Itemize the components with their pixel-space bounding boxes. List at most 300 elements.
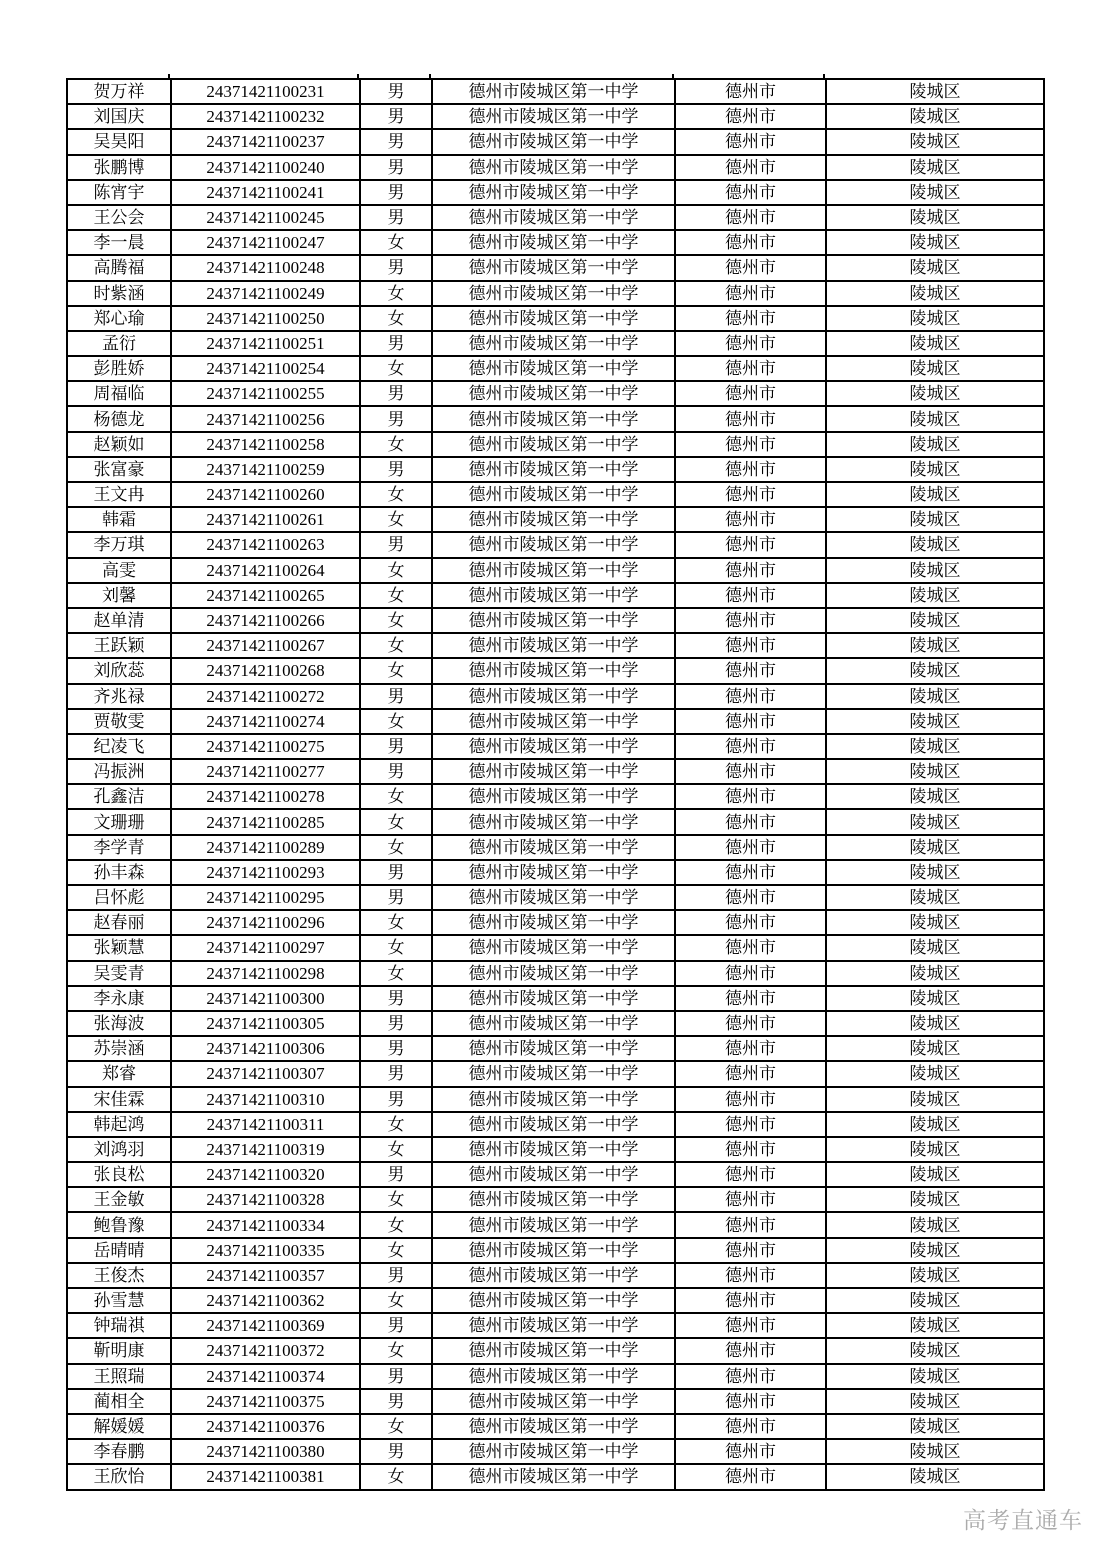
cell-district: 陵城区 <box>826 532 1044 557</box>
cell-city: 德州市 <box>675 910 826 935</box>
cell-name: 贾敬雯 <box>67 709 171 734</box>
cell-district: 陵城区 <box>826 1414 1044 1439</box>
cell-city: 德州市 <box>675 381 826 406</box>
cell-school: 德州市陵城区第一中学 <box>432 784 675 809</box>
cell-exam-id: 24371421100247 <box>171 230 360 255</box>
cell-district: 陵城区 <box>826 1137 1044 1162</box>
cell-gender: 女 <box>360 1414 432 1439</box>
cell-name: 王照瑞 <box>67 1364 171 1389</box>
cell-school: 德州市陵城区第一中学 <box>432 910 675 935</box>
cell-name: 高雯 <box>67 558 171 583</box>
cell-exam-id: 24371421100249 <box>171 281 360 306</box>
cell-gender: 男 <box>360 684 432 709</box>
cell-exam-id: 24371421100266 <box>171 608 360 633</box>
cell-name: 孙雪慧 <box>67 1288 171 1313</box>
cell-name: 岳晴晴 <box>67 1238 171 1263</box>
table-row <box>67 331 1044 356</box>
cell-district: 陵城区 <box>826 129 1044 154</box>
cell-city: 德州市 <box>675 961 826 986</box>
cell-school: 德州市陵城区第一中学 <box>432 709 675 734</box>
cell-city: 德州市 <box>675 986 826 1011</box>
cell-gender: 女 <box>360 633 432 658</box>
cell-exam-id: 24371421100245 <box>171 205 360 230</box>
cell-exam-id: 24371421100376 <box>171 1414 360 1439</box>
cell-district: 陵城区 <box>826 1338 1044 1363</box>
cell-district: 陵城区 <box>826 1087 1044 1112</box>
cell-city: 德州市 <box>675 482 826 507</box>
cell-city: 德州市 <box>675 356 826 381</box>
cell-city: 德州市 <box>675 558 826 583</box>
table-row <box>67 1212 1044 1237</box>
table-row <box>67 1011 1044 1036</box>
cell-city: 德州市 <box>675 885 826 910</box>
cell-district: 陵城区 <box>826 583 1044 608</box>
cell-school: 德州市陵城区第一中学 <box>432 281 675 306</box>
cell-city: 德州市 <box>675 1364 826 1389</box>
cell-name: 陈宵宇 <box>67 180 171 205</box>
table-row <box>67 809 1044 834</box>
table-row <box>67 1313 1044 1338</box>
cell-city: 德州市 <box>675 1011 826 1036</box>
cell-exam-id: 24371421100311 <box>171 1112 360 1137</box>
cell-exam-id: 24371421100372 <box>171 1338 360 1363</box>
cell-exam-id: 24371421100328 <box>171 1187 360 1212</box>
cell-gender: 男 <box>360 759 432 784</box>
cell-gender: 女 <box>360 230 432 255</box>
cell-name: 文珊珊 <box>67 809 171 834</box>
cell-gender: 男 <box>360 406 432 431</box>
cell-gender: 男 <box>360 1087 432 1112</box>
cell-district: 陵城区 <box>826 809 1044 834</box>
table-row <box>67 684 1044 709</box>
cell-gender: 男 <box>360 104 432 129</box>
cell-gender: 男 <box>360 457 432 482</box>
table-row <box>67 734 1044 759</box>
table-row <box>67 1263 1044 1288</box>
cell-city: 德州市 <box>675 633 826 658</box>
cell-city: 德州市 <box>675 306 826 331</box>
cell-exam-id: 24371421100265 <box>171 583 360 608</box>
cell-name: 靳明康 <box>67 1338 171 1363</box>
cell-gender: 女 <box>360 432 432 457</box>
table-body <box>67 79 1044 1490</box>
cell-gender: 男 <box>360 532 432 557</box>
table-row <box>67 860 1044 885</box>
cell-gender: 女 <box>360 583 432 608</box>
cell-city: 德州市 <box>675 1112 826 1137</box>
cell-district: 陵城区 <box>826 1389 1044 1414</box>
table-row <box>67 1414 1044 1439</box>
cell-district: 陵城区 <box>826 658 1044 683</box>
cell-district: 陵城区 <box>826 406 1044 431</box>
cell-gender: 男 <box>360 1439 432 1464</box>
cell-name: 张鹏博 <box>67 155 171 180</box>
cell-exam-id: 24371421100381 <box>171 1464 360 1489</box>
cell-name: 王俊杰 <box>67 1263 171 1288</box>
cell-district: 陵城区 <box>826 205 1044 230</box>
cell-city: 德州市 <box>675 658 826 683</box>
cell-district: 陵城区 <box>826 986 1044 1011</box>
cell-district: 陵城区 <box>826 1061 1044 1086</box>
cell-name: 纪凌飞 <box>67 734 171 759</box>
cell-exam-id: 24371421100264 <box>171 558 360 583</box>
cell-name: 钟瑞祺 <box>67 1313 171 1338</box>
cell-district: 陵城区 <box>826 885 1044 910</box>
cell-city: 德州市 <box>675 1288 826 1313</box>
cell-exam-id: 24371421100237 <box>171 129 360 154</box>
table-row <box>67 1187 1044 1212</box>
cell-district: 陵城区 <box>826 331 1044 356</box>
cell-gender: 女 <box>360 1137 432 1162</box>
cell-school: 德州市陵城区第一中学 <box>432 1061 675 1086</box>
cell-exam-id: 24371421100334 <box>171 1212 360 1237</box>
cell-city: 德州市 <box>675 205 826 230</box>
cell-city: 德州市 <box>675 1162 826 1187</box>
cell-school: 德州市陵城区第一中学 <box>432 1087 675 1112</box>
table-row <box>67 1364 1044 1389</box>
cell-name: 郑心瑜 <box>67 306 171 331</box>
cell-name: 孟衍 <box>67 331 171 356</box>
cell-city: 德州市 <box>675 784 826 809</box>
cell-school: 德州市陵城区第一中学 <box>432 104 675 129</box>
cell-city: 德州市 <box>675 1187 826 1212</box>
table-row <box>67 1338 1044 1363</box>
cell-gender: 男 <box>360 1389 432 1414</box>
table-row <box>67 1389 1044 1414</box>
cell-district: 陵城区 <box>826 961 1044 986</box>
cell-school: 德州市陵城区第一中学 <box>432 885 675 910</box>
cell-gender: 女 <box>360 1112 432 1137</box>
cell-city: 德州市 <box>675 583 826 608</box>
cell-name: 周福临 <box>67 381 171 406</box>
cell-district: 陵城区 <box>826 79 1044 104</box>
cell-city: 德州市 <box>675 331 826 356</box>
cell-name: 冯振洲 <box>67 759 171 784</box>
cell-exam-id: 24371421100285 <box>171 809 360 834</box>
cell-school: 德州市陵城区第一中学 <box>432 835 675 860</box>
cell-district: 陵城区 <box>826 709 1044 734</box>
cell-district: 陵城区 <box>826 1313 1044 1338</box>
cell-district: 陵城区 <box>826 1112 1044 1137</box>
cell-exam-id: 24371421100268 <box>171 658 360 683</box>
table-row <box>67 935 1044 960</box>
cell-gender: 男 <box>360 381 432 406</box>
cell-exam-id: 24371421100255 <box>171 381 360 406</box>
table-row <box>67 457 1044 482</box>
cell-city: 德州市 <box>675 1061 826 1086</box>
cell-school: 德州市陵城区第一中学 <box>432 532 675 557</box>
cell-school: 德州市陵城区第一中学 <box>432 684 675 709</box>
table-row <box>67 230 1044 255</box>
cell-gender: 女 <box>360 935 432 960</box>
table-row <box>67 1162 1044 1187</box>
cell-district: 陵城区 <box>826 1238 1044 1263</box>
student-roster-table <box>66 78 1045 1491</box>
cell-exam-id: 24371421100259 <box>171 457 360 482</box>
cell-exam-id: 24371421100306 <box>171 1036 360 1061</box>
cell-exam-id: 24371421100251 <box>171 331 360 356</box>
cell-exam-id: 24371421100275 <box>171 734 360 759</box>
cell-city: 德州市 <box>675 1212 826 1237</box>
cell-gender: 男 <box>360 1061 432 1086</box>
cell-exam-id: 24371421100231 <box>171 79 360 104</box>
cell-exam-id: 24371421100357 <box>171 1263 360 1288</box>
cell-name: 张良松 <box>67 1162 171 1187</box>
cell-name: 张颖慧 <box>67 935 171 960</box>
cell-gender: 男 <box>360 129 432 154</box>
cell-school: 德州市陵城区第一中学 <box>432 482 675 507</box>
cell-school: 德州市陵城区第一中学 <box>432 1364 675 1389</box>
cell-school: 德州市陵城区第一中学 <box>432 306 675 331</box>
cell-gender: 女 <box>360 1212 432 1237</box>
cell-gender: 女 <box>360 961 432 986</box>
cell-exam-id: 24371421100260 <box>171 482 360 507</box>
cell-gender: 男 <box>360 1364 432 1389</box>
cell-name: 赵颖如 <box>67 432 171 457</box>
cell-name: 孙丰森 <box>67 860 171 885</box>
table-row <box>67 180 1044 205</box>
cell-school: 德州市陵城区第一中学 <box>432 1011 675 1036</box>
cell-district: 陵城区 <box>826 507 1044 532</box>
cell-district: 陵城区 <box>826 281 1044 306</box>
cell-name: 王金敏 <box>67 1187 171 1212</box>
cell-exam-id: 24371421100241 <box>171 180 360 205</box>
table-row <box>67 356 1044 381</box>
cell-gender: 女 <box>360 482 432 507</box>
table-row <box>67 1112 1044 1137</box>
cell-district: 陵城区 <box>826 1162 1044 1187</box>
cell-city: 德州市 <box>675 104 826 129</box>
cell-district: 陵城区 <box>826 910 1044 935</box>
cell-school: 德州市陵城区第一中学 <box>432 1162 675 1187</box>
cell-district: 陵城区 <box>826 457 1044 482</box>
cell-city: 德州市 <box>675 759 826 784</box>
table-row <box>67 1439 1044 1464</box>
cell-exam-id: 24371421100320 <box>171 1162 360 1187</box>
cell-gender: 男 <box>360 79 432 104</box>
cell-school: 德州市陵城区第一中学 <box>432 608 675 633</box>
cell-school: 德州市陵城区第一中学 <box>432 1137 675 1162</box>
cell-district: 陵城区 <box>826 684 1044 709</box>
cell-gender: 女 <box>360 835 432 860</box>
cell-gender: 女 <box>360 558 432 583</box>
cell-exam-id: 24371421100296 <box>171 910 360 935</box>
table-row <box>67 608 1044 633</box>
table-row <box>67 961 1044 986</box>
cell-gender: 男 <box>360 734 432 759</box>
cell-name: 吴雯青 <box>67 961 171 986</box>
cell-school: 德州市陵城区第一中学 <box>432 935 675 960</box>
cell-district: 陵城区 <box>826 558 1044 583</box>
table-row <box>67 532 1044 557</box>
cell-gender: 男 <box>360 1263 432 1288</box>
cell-school: 德州市陵城区第一中学 <box>432 180 675 205</box>
cell-exam-id: 24371421100272 <box>171 684 360 709</box>
cell-name: 蔺相全 <box>67 1389 171 1414</box>
cell-city: 德州市 <box>675 1464 826 1489</box>
cell-name: 李永康 <box>67 986 171 1011</box>
cell-school: 德州市陵城区第一中学 <box>432 558 675 583</box>
table-row <box>67 1061 1044 1086</box>
cell-name: 李一晨 <box>67 230 171 255</box>
cell-name: 刘国庆 <box>67 104 171 129</box>
cell-city: 德州市 <box>675 255 826 280</box>
cell-name: 苏崇涵 <box>67 1036 171 1061</box>
table-row <box>67 759 1044 784</box>
cell-district: 陵城区 <box>826 155 1044 180</box>
cell-name: 高腾福 <box>67 255 171 280</box>
cell-district: 陵城区 <box>826 104 1044 129</box>
cell-district: 陵城区 <box>826 432 1044 457</box>
cell-school: 德州市陵城区第一中学 <box>432 1212 675 1237</box>
cell-school: 德州市陵城区第一中学 <box>432 205 675 230</box>
cell-city: 德州市 <box>675 79 826 104</box>
table-row <box>67 558 1044 583</box>
cell-name: 贺万祥 <box>67 79 171 104</box>
cell-school: 德州市陵城区第一中学 <box>432 331 675 356</box>
cell-exam-id: 24371421100261 <box>171 507 360 532</box>
cell-name: 李学青 <box>67 835 171 860</box>
cell-name: 彭胜娇 <box>67 356 171 381</box>
cell-name: 刘馨 <box>67 583 171 608</box>
cell-name: 宋佳霖 <box>67 1087 171 1112</box>
cell-exam-id: 24371421100362 <box>171 1288 360 1313</box>
cell-school: 德州市陵城区第一中学 <box>432 230 675 255</box>
cell-exam-id: 24371421100277 <box>171 759 360 784</box>
cell-gender: 女 <box>360 1464 432 1489</box>
cell-district: 陵城区 <box>826 180 1044 205</box>
table-row <box>67 79 1044 104</box>
cell-district: 陵城区 <box>826 1464 1044 1489</box>
cell-school: 德州市陵城区第一中学 <box>432 809 675 834</box>
cell-name: 张海波 <box>67 1011 171 1036</box>
table-row <box>67 885 1044 910</box>
cell-district: 陵城区 <box>826 633 1044 658</box>
cell-name: 李万琪 <box>67 532 171 557</box>
cell-name: 刘欣蕊 <box>67 658 171 683</box>
cell-gender: 女 <box>360 306 432 331</box>
cell-gender: 女 <box>360 658 432 683</box>
cell-gender: 女 <box>360 507 432 532</box>
cell-exam-id: 24371421100300 <box>171 986 360 1011</box>
table-row <box>67 281 1044 306</box>
cell-city: 德州市 <box>675 1338 826 1363</box>
table-row <box>67 583 1044 608</box>
cell-name: 王跃颖 <box>67 633 171 658</box>
cell-district: 陵城区 <box>826 608 1044 633</box>
cell-gender: 女 <box>360 1338 432 1363</box>
cell-school: 德州市陵城区第一中学 <box>432 255 675 280</box>
cell-exam-id: 24371421100380 <box>171 1439 360 1464</box>
cell-gender: 男 <box>360 331 432 356</box>
cell-school: 德州市陵城区第一中学 <box>432 1313 675 1338</box>
cell-gender: 男 <box>360 860 432 885</box>
cell-city: 德州市 <box>675 860 826 885</box>
cell-exam-id: 24371421100305 <box>171 1011 360 1036</box>
cell-gender: 男 <box>360 255 432 280</box>
table-row <box>67 633 1044 658</box>
table-row <box>67 381 1044 406</box>
cell-school: 德州市陵城区第一中学 <box>432 658 675 683</box>
table-row <box>67 1288 1044 1313</box>
cell-school: 德州市陵城区第一中学 <box>432 1288 675 1313</box>
cell-exam-id: 24371421100369 <box>171 1313 360 1338</box>
table-row <box>67 1464 1044 1489</box>
table-row <box>67 432 1044 457</box>
cell-school: 德州市陵城区第一中学 <box>432 356 675 381</box>
table-row <box>67 1238 1044 1263</box>
cell-exam-id: 24371421100335 <box>171 1238 360 1263</box>
table-row <box>67 482 1044 507</box>
cell-school: 德州市陵城区第一中学 <box>432 1036 675 1061</box>
cell-district: 陵城区 <box>826 381 1044 406</box>
cell-exam-id: 24371421100248 <box>171 255 360 280</box>
cell-exam-id: 24371421100267 <box>171 633 360 658</box>
cell-exam-id: 24371421100289 <box>171 835 360 860</box>
cell-name: 赵春丽 <box>67 910 171 935</box>
cell-name: 孔鑫洁 <box>67 784 171 809</box>
cell-gender: 女 <box>360 709 432 734</box>
cell-city: 德州市 <box>675 734 826 759</box>
cell-school: 德州市陵城区第一中学 <box>432 79 675 104</box>
table-row <box>67 507 1044 532</box>
cell-gender: 女 <box>360 356 432 381</box>
cell-exam-id: 24371421100293 <box>171 860 360 885</box>
cell-gender: 女 <box>360 608 432 633</box>
cell-school: 德州市陵城区第一中学 <box>432 1464 675 1489</box>
cell-name: 韩起鸿 <box>67 1112 171 1137</box>
cell-name: 赵单清 <box>67 608 171 633</box>
cell-exam-id: 24371421100256 <box>171 406 360 431</box>
cell-district: 陵城区 <box>826 734 1044 759</box>
table-row <box>67 1087 1044 1112</box>
cell-gender: 女 <box>360 1288 432 1313</box>
cell-exam-id: 24371421100295 <box>171 885 360 910</box>
cell-school: 德州市陵城区第一中学 <box>432 406 675 431</box>
cell-school: 德州市陵城区第一中学 <box>432 1238 675 1263</box>
cell-city: 德州市 <box>675 406 826 431</box>
cell-exam-id: 24371421100254 <box>171 356 360 381</box>
cell-city: 德州市 <box>675 835 826 860</box>
cell-gender: 男 <box>360 155 432 180</box>
cell-city: 德州市 <box>675 608 826 633</box>
cell-name: 解媛媛 <box>67 1414 171 1439</box>
cell-name: 王欣怡 <box>67 1464 171 1489</box>
cell-city: 德州市 <box>675 432 826 457</box>
cell-gender: 女 <box>360 281 432 306</box>
table-row <box>67 1137 1044 1162</box>
cell-name: 吴昊阳 <box>67 129 171 154</box>
cell-gender: 男 <box>360 1011 432 1036</box>
cell-name: 张富豪 <box>67 457 171 482</box>
cell-exam-id: 24371421100263 <box>171 532 360 557</box>
cell-name: 王文冉 <box>67 482 171 507</box>
cell-exam-id: 24371421100297 <box>171 935 360 960</box>
table-row <box>67 784 1044 809</box>
cell-city: 德州市 <box>675 1439 826 1464</box>
table-row <box>67 255 1044 280</box>
cell-name: 杨德龙 <box>67 406 171 431</box>
cell-school: 德州市陵城区第一中学 <box>432 381 675 406</box>
cell-gender: 女 <box>360 910 432 935</box>
cell-district: 陵城区 <box>826 835 1044 860</box>
cell-district: 陵城区 <box>826 1011 1044 1036</box>
cell-district: 陵城区 <box>826 1212 1044 1237</box>
cell-school: 德州市陵城区第一中学 <box>432 1112 675 1137</box>
cell-school: 德州市陵城区第一中学 <box>432 1389 675 1414</box>
cell-school: 德州市陵城区第一中学 <box>432 583 675 608</box>
cell-city: 德州市 <box>675 1313 826 1338</box>
